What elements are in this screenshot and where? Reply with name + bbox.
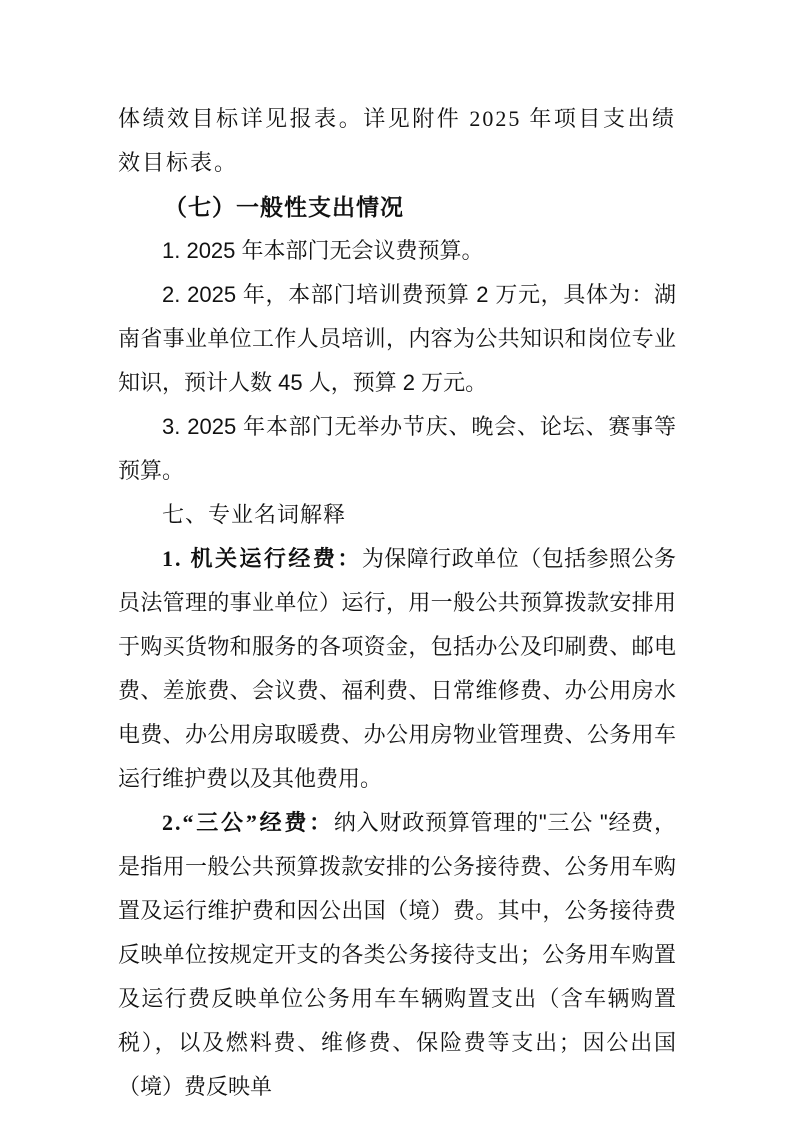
document-page [118, 97, 676, 1109]
paragraph-training-budget: 2. 2025 年，本部门培训费预算 2 万元，具体为：湖南省事业单位工作人员培训，内容为公共知识和岗位专业知识，预计人数 45 人，预算 2 万元。 [118, 282, 676, 395]
paragraph-term-operating-funds [118, 537, 676, 801]
term-three-public-funds-definition: 纳入财政预算管理的"三公 "经费，是指用一般公共预算拨款安排的公务接待费、公务用车购置及运行维护费和因公出国（境）费。其中，公务接待费反映单位按规定开支的各类公务接待支出；公务用车购置及运行费反映单位公务用车车辆购置支出（含车辆购置税），以及燃料费、维修费、保险费等支出；因公出国（境）费反映单 [118, 810, 676, 1099]
term-operating-funds-definition: 为保障行政单位（包括参照公务员法管理的事业单位）运行，用一般公共预算拨款安排用于购买货物和服务的各项资金，包括办公及印刷费、邮电费、差旅费、会议费、福利费、日常维修费、办公用房水电费、办公用房取暖费、办公用房物业管理费、公务用车运行维护费以及其他费用。 [118, 546, 676, 791]
term-operating-funds-label: 1. 机关运行经费： [162, 546, 362, 571]
heading-terminology: 七、专业名词解释 [162, 502, 347, 527]
term-three-public-funds-label: 2.“三公”经费： [162, 810, 334, 835]
paragraph-term-three-public-funds [118, 801, 676, 1109]
paragraph-no-meeting-budget: 1. 2025 年本部门无会议费预算。 [162, 238, 484, 263]
paragraph-performance-target-continuation: 体绩效目标详见报表。详见附件 2025 年项目支出绩效目标表。 [118, 106, 676, 175]
heading-general-expenditure: （七）一般性支出情况 [164, 194, 404, 220]
paragraph-no-event-budget: 3. 2025 年本部门无举办节庆、晚会、论坛、赛事等预算。 [118, 414, 676, 483]
